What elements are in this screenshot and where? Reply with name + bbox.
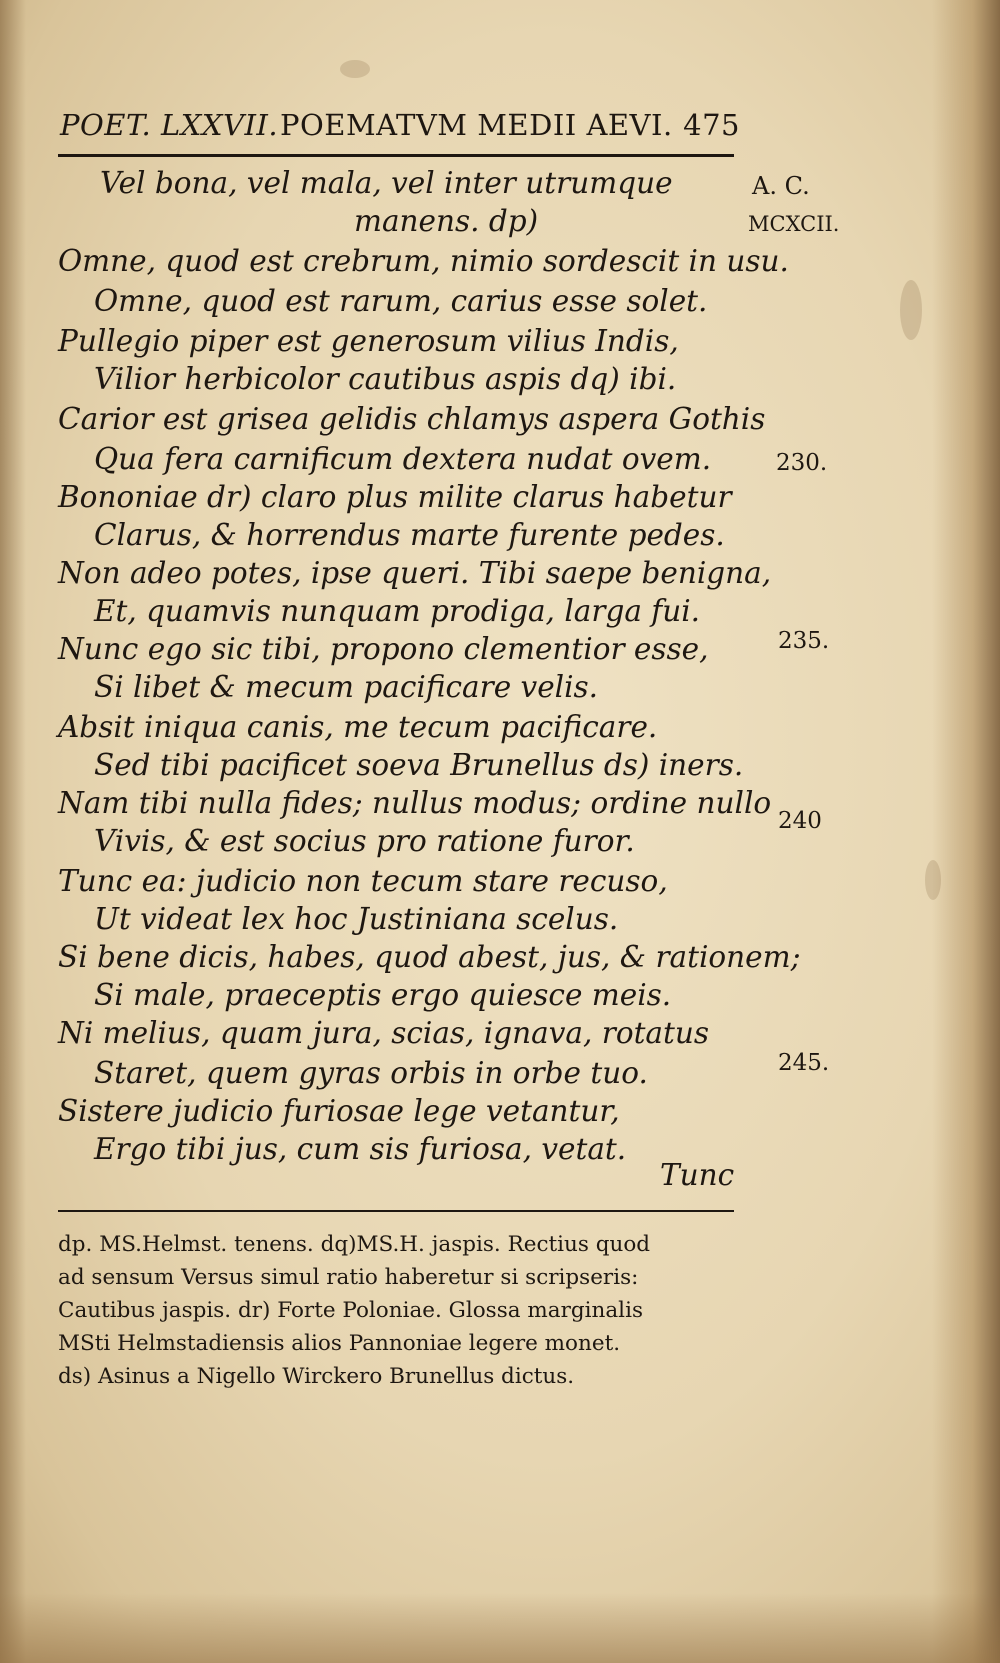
stain-mark bbox=[340, 60, 370, 78]
verse-line: Sed tibi pacificet soeva Brunellus ds) iners. bbox=[94, 748, 744, 782]
catchword: Tunc bbox=[660, 1158, 735, 1192]
verse-line: Ut videat lex hoc Justiniana scelus. bbox=[94, 902, 619, 936]
verse-line: Staret, quem gyras orbis in orbe tuo. bbox=[94, 1056, 648, 1090]
verse-line: Vivis, & est socius pro ratione furor. bbox=[94, 824, 635, 858]
stain-mark bbox=[925, 860, 941, 900]
line-number: 245. bbox=[778, 1050, 830, 1076]
footnote-line: ad sensum Versus simul ratio haberetur si scripseris: bbox=[58, 1265, 639, 1290]
footnote-line: MSti Helmstadiensis alios Pannoniae legere monet. bbox=[58, 1331, 621, 1356]
verse-line: Qua fera carnificum dextera nudat ovem. bbox=[94, 442, 712, 476]
verse-line: Non adeo potes, ipse queri. Tibi saepe benigna, bbox=[58, 556, 772, 590]
verse-line: Et, quamvis nunquam prodiga, larga fui. bbox=[94, 594, 701, 628]
running-head-title: POEMATVM MEDII AEVI. bbox=[280, 108, 673, 142]
verse-line: manens. dp) bbox=[354, 204, 539, 238]
page-number: 475 bbox=[683, 108, 740, 142]
verse-line: Vilior herbicolor cautibus aspis dq) ibi. bbox=[94, 362, 677, 396]
verse-line: Si libet & mecum pacificare velis. bbox=[94, 670, 599, 704]
page-left-shadow bbox=[0, 0, 26, 1663]
margin-year: MCXCII. bbox=[748, 212, 840, 236]
verse-line: Nunc ego sic tibi, propono clementior esse, bbox=[58, 632, 709, 666]
footnotes bbox=[58, 1228, 748, 1393]
verse-line: Si male, praeceptis ergo quiesce meis. bbox=[94, 978, 672, 1012]
verse-line: Clarus, & horrendus marte furente pedes. bbox=[94, 518, 725, 552]
header-rule bbox=[58, 154, 734, 157]
line-number: 230. bbox=[776, 450, 828, 476]
footnote-line: ds) Asinus a Nigello Wirckero Brunellus dictus. bbox=[58, 1364, 575, 1389]
verse-line: Ni melius, quam jura, scias, ignava, rotatus bbox=[58, 1016, 710, 1050]
line-number: 240 bbox=[778, 808, 822, 834]
running-head-poem-number: POET. LXXVII. bbox=[60, 108, 279, 142]
line-number: 235. bbox=[778, 628, 830, 654]
verse-line: Omne, quod est rarum, carius esse solet. bbox=[94, 284, 708, 318]
running-head bbox=[60, 108, 740, 148]
footnote-rule bbox=[58, 1210, 734, 1212]
footnote-line: dp. MS.Helmst. tenens. dq)MS.H. jaspis. Rectius quod bbox=[58, 1232, 651, 1257]
verse-line: Nam tibi nulla fides; nullus modus; ordine nullo bbox=[58, 786, 772, 820]
verse-line: Pullegio piper est generosum vilius Indis, bbox=[58, 324, 679, 358]
verse-line: Si bene dicis, habes, quod abest, jus, & rationem; bbox=[58, 940, 801, 974]
page-bottom-edge bbox=[0, 1593, 1000, 1663]
verse-line: Carior est grisea gelidis chlamys aspera Gothis bbox=[58, 402, 766, 436]
verse-line: Omne, quod est crebrum, nimio sordescit in usu. bbox=[58, 244, 789, 278]
stain-mark bbox=[900, 280, 922, 340]
verse-line: Ergo tibi jus, cum sis furiosa, vetat. bbox=[94, 1132, 627, 1166]
verse-line: Vel bona, vel mala, vel inter utrumque bbox=[100, 166, 673, 200]
verse-line: Bononiae dr) claro plus milite clarus habetur bbox=[58, 480, 732, 514]
footnote-line: Cautibus jaspis. dr) Forte Poloniae. Glossa marginalis bbox=[58, 1298, 643, 1323]
verse-line: Absit iniqua canis, me tecum pacificare. bbox=[58, 710, 658, 744]
page-right-edge bbox=[932, 0, 1000, 1663]
verse-line: Tunc ea: judicio non tecum stare recuso, bbox=[58, 864, 668, 898]
margin-year-label: A. C. bbox=[752, 172, 810, 200]
verse-line: Sistere judicio furiosae lege vetantur, bbox=[58, 1094, 620, 1128]
